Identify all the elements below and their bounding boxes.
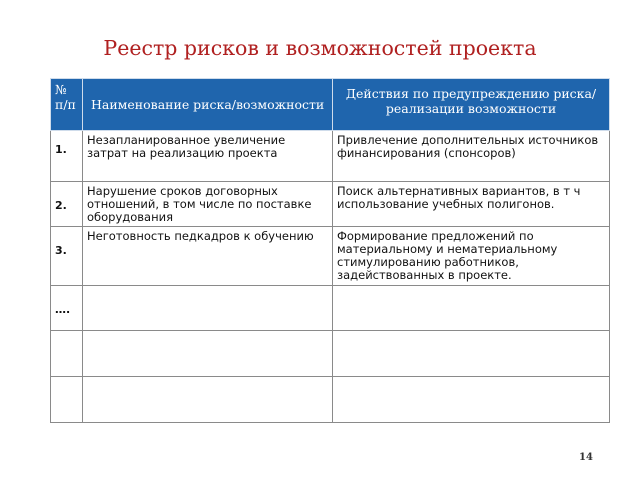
row-action (333, 286, 610, 331)
table-header-row (51, 79, 610, 131)
table-row (51, 286, 610, 331)
row-action: Формирование предложений по материальному и нематериальному стимулированию работников, задействованных в проекте. (333, 227, 610, 286)
row-number (51, 377, 83, 423)
table-row (51, 331, 610, 377)
row-name (83, 331, 333, 377)
header-number: № п/п (51, 79, 83, 131)
row-number: 2. (51, 182, 83, 227)
row-name: Неготовность педкадров к обучению (83, 227, 333, 286)
row-number (51, 331, 83, 377)
row-action: Привлечение дополнительных источников финансирования (спонсоров) (333, 131, 610, 182)
table-row (51, 182, 610, 227)
row-name (83, 286, 333, 331)
table-row (51, 377, 610, 423)
row-number: 3. (51, 227, 83, 286)
row-name (83, 377, 333, 423)
header-actions: Действия по предупреждению риска/ реализации возможности (333, 79, 610, 131)
row-name: Незапланированное увеличение затрат на реализацию проекта (83, 131, 333, 182)
row-action: Поиск альтернативных вариантов, в т ч использование учебных полигонов. (333, 182, 610, 227)
row-action (333, 331, 610, 377)
table-row (51, 227, 610, 286)
row-name: Нарушение сроков договорных отношений, в том числе по поставке оборудования (83, 182, 333, 227)
header-name: Наименование риска/возможности (83, 79, 333, 131)
row-action (333, 377, 610, 423)
table-row (51, 131, 610, 182)
page-number: 14 (579, 452, 593, 463)
risk-register-table (50, 78, 610, 423)
slide-title: Реестр рисков и возможностей проекта (103, 36, 537, 60)
row-number: …. (51, 286, 83, 331)
row-number: 1. (51, 131, 83, 182)
